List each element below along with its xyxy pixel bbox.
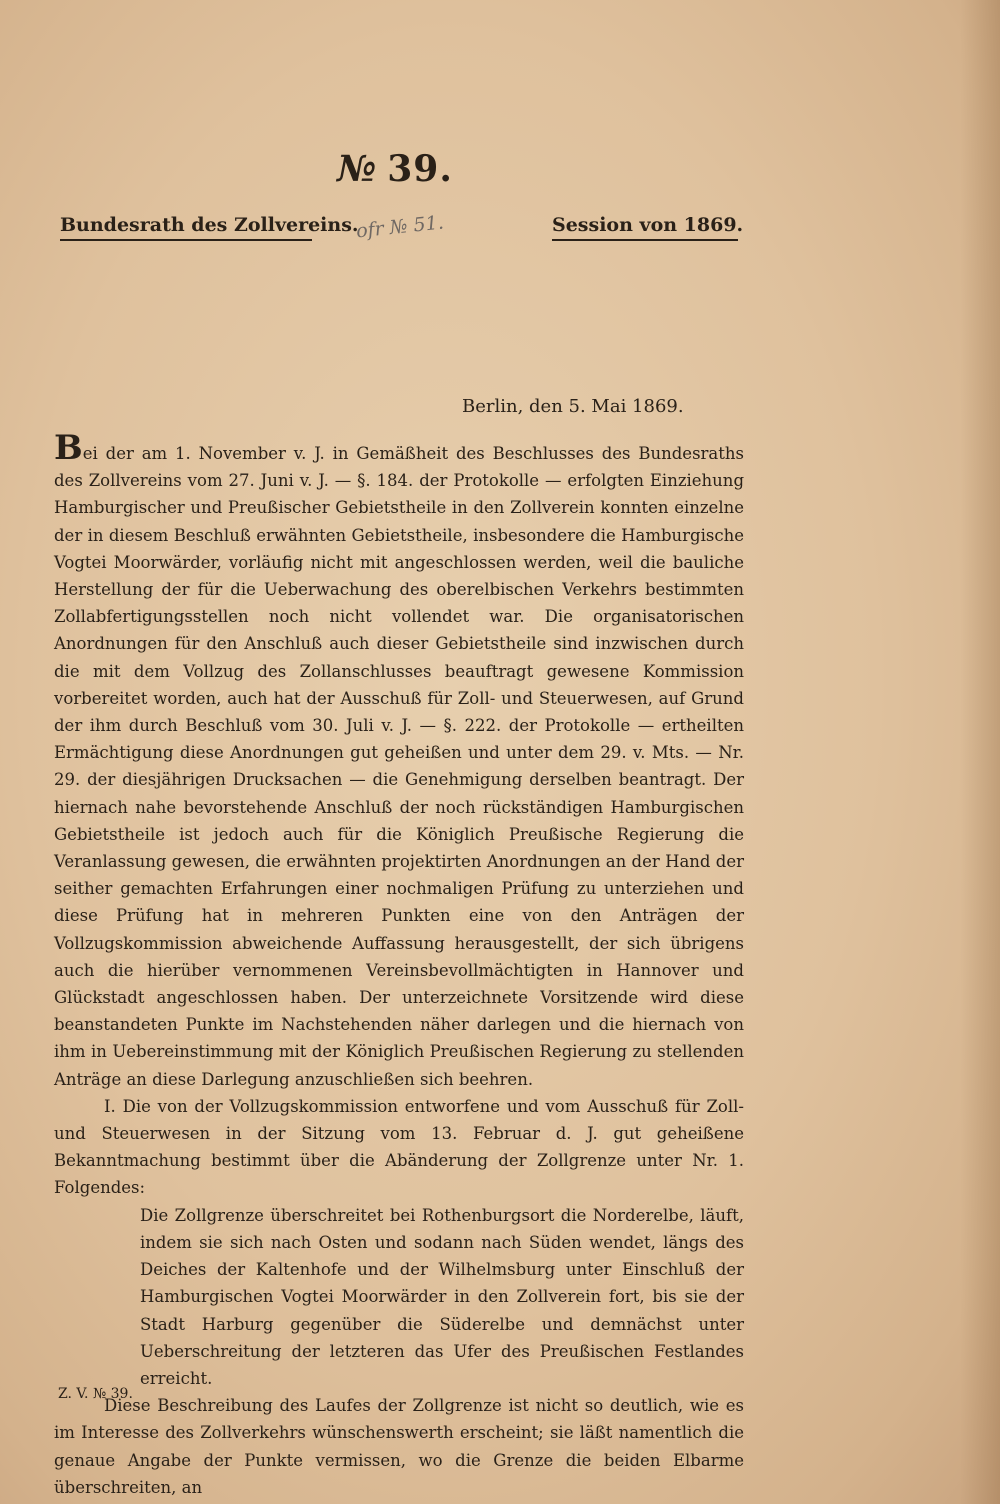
handwritten-annotation: ofr № 51. xyxy=(355,211,445,243)
quoted-regulation: Die Zollgrenze überschreitet bei Rothenburgsort die Norderelbe, läuft, indem sie sich nach Osten und sodann nach Süden wendet, längs des Deiches der Kaltenhofe und der Wilhelmsburg unter Einschluß der Hamburgischen Vogtei Moorwärder in den Zollverein fort, bis sie der Stadt Harburg gegenüber die Süderelbe und demnächst unter Ueberschreitung der letzteren das Ufer des Preußischen Festlandes erreicht. xyxy=(140,1205,744,1388)
place-date-line: Berlin, den 5. Mai 1869. xyxy=(462,396,684,417)
document-body xyxy=(54,428,744,1501)
paragraph-intro-text: ei der am 1. November v. J. in Gemäßheit des Beschlusses des Bundesraths des Zollvereins vom 27. Juni v. J. — §. 184. der Protokolle — erfolgten Einziehung Hamburgischer und Preußischer Gebietstheile in den Zollverein konnten einzelne der in diesem Beschluß erwähnten Gebietstheile, insbesondere die Hamburgische Vogtei Moorwärder, vorläufig nicht mit angeschlossen werden, weil die bauliche Herstellung der für die Ueberwachung des oberelbischen Verkehrs bestimmten Zollabfertigungsstellen noch nicht vollendet war. Die organisatorischen Anordnungen für den Anschluß auch dieser Gebietstheile sind inzwischen durch die mit dem Vollzug des Zollanschlusses beauftragt gewesene Kommission vorbereitet worden, auch hat der Ausschuß für Zoll- und Steuerwesen, auf Grund der ihm durch Beschluß vom 30. Juli v. J. — §. 222. der Protokolle — ertheilten Ermächtigung diese Anordnungen gut geheißen und unter dem 29. v. Mts. — Nr. 29. der diesjährigen Drucksachen — die Genehmigung derselben beantragt. Der hiernach nahe bevorstehende Anschluß der noch rückständigen Hamburgischen Gebietstheile ist jedoch auch für die Königlich Preußische Regierung die Veranlassung gewesen, die erwähnten projektirten Anordnungen an der Hand der seither gemachten Erfahrungen einer nochmaligen Prüfung zu unterziehen und diese Prüfung hat in mehreren Punkten eine von den Anträgen der Vollzugskommission abweichende Auffassung herausgestellt, der sich übrigens auch die hierüber vernommenen Vereinsbevollmächtigten in Hannover und Glückstadt angeschlossen haben. Der unterzeichnete Vorsitzende wird diese beanstandeten Punkte im Nachstehenden näher darlegen und die hiernach von ihm in Uebereinstimmung mit der Königlich Preußischen Regierung zu stellenden Anträge an diese Darlegung anzuschließen sich beehren. xyxy=(54,444,744,1089)
number-value: 39. xyxy=(387,148,453,190)
header-body-title: Bundesrath des Zollvereins. xyxy=(60,214,312,241)
footer-reference: Z. V. № 39. xyxy=(58,1386,133,1402)
page-edge-shadow xyxy=(960,0,1000,1504)
number-symbol: № xyxy=(337,148,378,190)
paragraph-intro xyxy=(54,428,744,1093)
drop-initial: B xyxy=(54,428,83,468)
paragraph-commentary: Diese Beschreibung des Laufes der Zollgrenze ist nicht so deutlich, wie es im Interesse des Zollverkehrs wünschenswerth erscheint; sie läßt namentlich die genaue Angabe der Punkte vermissen, wo die Grenze die beiden Elbarme überschreiten, an xyxy=(54,1396,744,1497)
header-session-title: Session von 1869. xyxy=(552,214,738,241)
document-number xyxy=(0,148,790,190)
paragraph-section-one: I. Die von der Vollzugskommission entworfene und vom Ausschuß für Zoll- und Steuerwesen in der Sitzung vom 13. Februar d. J. gut geheißene Bekanntmachung bestimmt über die Abänderung der Zollgrenze unter Nr. 1. Folgendes: xyxy=(54,1096,744,1198)
